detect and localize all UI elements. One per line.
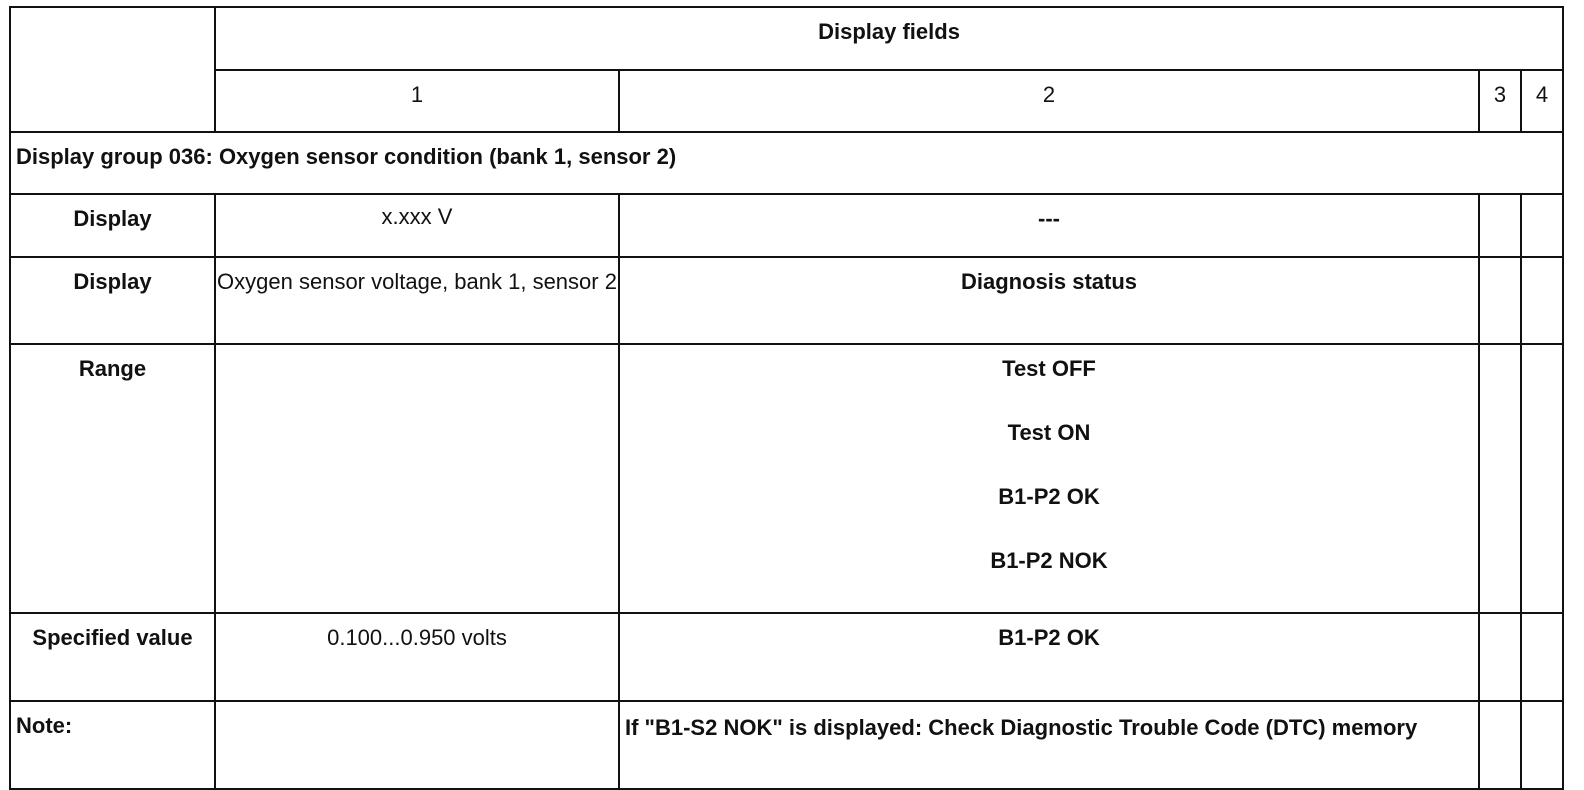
table-row-specified-value bbox=[10, 613, 1563, 701]
range-field-4 bbox=[1521, 344, 1563, 613]
range-value: Test ON bbox=[1007, 420, 1091, 445]
group-title: Display group 036: Oxygen sensor condition (bank 1, sensor 2) bbox=[10, 132, 1563, 194]
display-1-field-3 bbox=[1479, 194, 1521, 257]
display-1-field-2: --- bbox=[619, 194, 1479, 257]
range-field-1 bbox=[215, 344, 619, 613]
note-field-2: If "B1-S2 NOK" is displayed: Check Diagnostic Trouble Code (DTC) memory bbox=[619, 701, 1479, 789]
note-field-3 bbox=[1479, 701, 1521, 789]
table-row-range bbox=[10, 344, 1563, 613]
header-corner-cell bbox=[10, 7, 215, 132]
display-fields-header: Display fields bbox=[215, 7, 1563, 70]
specified-field-2: B1-P2 OK bbox=[619, 613, 1479, 701]
field-number-4: 4 bbox=[1521, 70, 1563, 132]
row-label-display-2: Display bbox=[10, 257, 215, 344]
field-number-2: 2 bbox=[619, 70, 1479, 132]
range-field-3 bbox=[1479, 344, 1521, 613]
note-field-4 bbox=[1521, 701, 1563, 789]
table-row-display-2 bbox=[10, 257, 1563, 344]
range-value: B1-P2 OK bbox=[998, 484, 1100, 509]
row-label-note: Note: bbox=[10, 701, 215, 789]
row-label-display-1: Display bbox=[10, 194, 215, 257]
display-group-table bbox=[9, 6, 1564, 790]
range-value-list bbox=[620, 356, 1478, 612]
display-2-field-1: Oxygen sensor voltage, bank 1, sensor 2 bbox=[215, 257, 619, 344]
header-row-group bbox=[10, 7, 1563, 70]
header-row-numbers bbox=[10, 70, 1563, 132]
field-number-3: 3 bbox=[1479, 70, 1521, 132]
row-label-range: Range bbox=[10, 344, 215, 613]
row-label-specified-value: Specified value bbox=[10, 613, 215, 701]
specified-field-1: 0.100...0.950 volts bbox=[215, 613, 619, 701]
display-1-field-1: x.xxx V bbox=[215, 194, 619, 257]
group-title-row bbox=[10, 132, 1563, 194]
range-value: B1-P2 NOK bbox=[990, 548, 1108, 573]
display-1-field-4 bbox=[1521, 194, 1563, 257]
note-field-1 bbox=[215, 701, 619, 789]
specified-field-4 bbox=[1521, 613, 1563, 701]
range-field-2 bbox=[619, 344, 1479, 613]
display-2-field-2: Diagnosis status bbox=[619, 257, 1479, 344]
table-row-display-1 bbox=[10, 194, 1563, 257]
specified-field-3 bbox=[1479, 613, 1521, 701]
display-2-field-4 bbox=[1521, 257, 1563, 344]
range-value: Test OFF bbox=[1002, 356, 1096, 381]
table-row-note bbox=[10, 701, 1563, 789]
field-number-1: 1 bbox=[215, 70, 619, 132]
display-2-field-3 bbox=[1479, 257, 1521, 344]
